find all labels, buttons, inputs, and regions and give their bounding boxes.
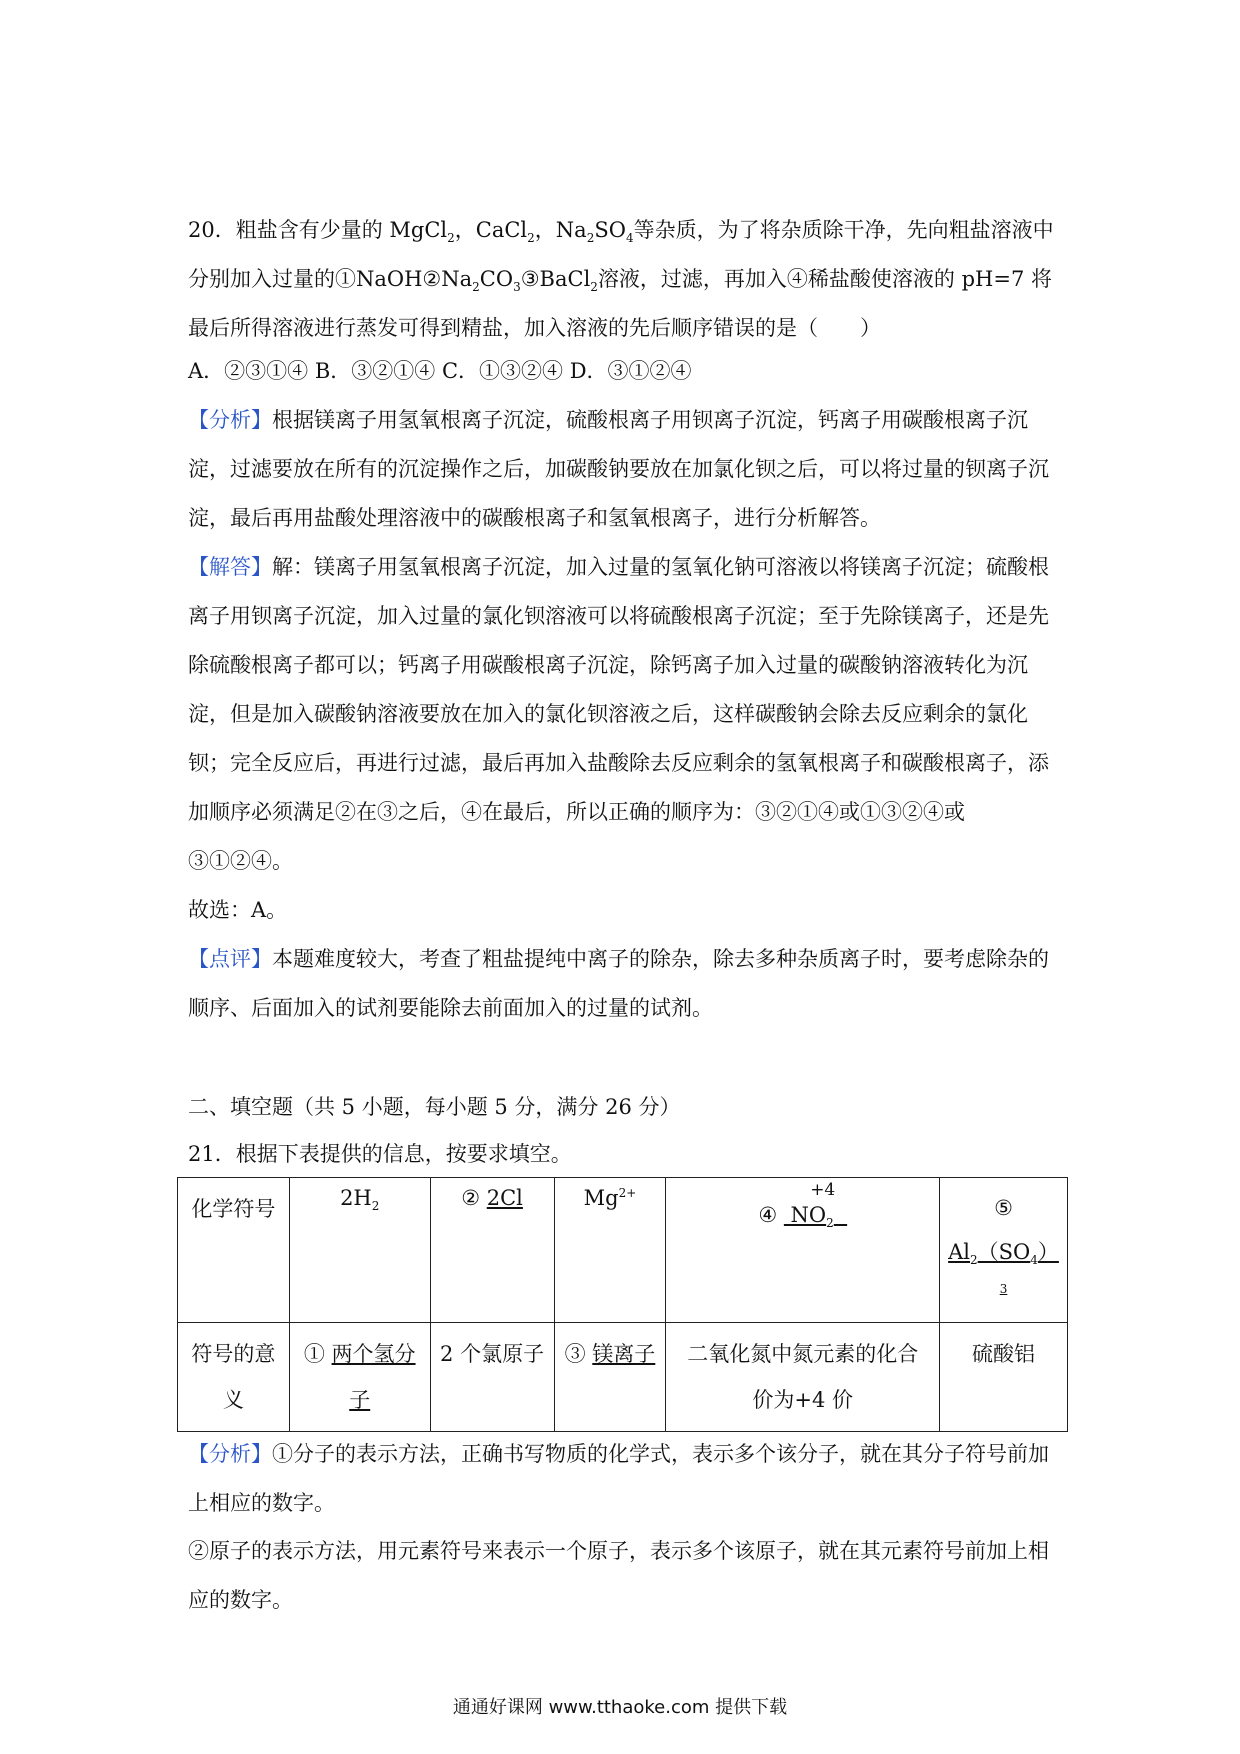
meaning-2: 2 个氯原子 xyxy=(430,1323,554,1432)
row-header-meaning: 符号的意义 xyxy=(178,1323,290,1432)
q20-answer: 【解答】解：镁离子用氢氧根离子沉淀，加入过量的氢氧化钠可溶液以将镁离子沉淀；硫酸根离子用钡离子沉淀，加入过量的氯化钡溶液可以将硫酸根离子沉淀；至于先除镁离子，还是先除硫酸根离子都可以；钙离子用碳酸根离子沉淀，除钙离子加入过量的碳酸钠溶液转化为沉淀，但是加入碳酸钠溶液要放在加入的氯化钡溶液之后，这样碳酸钠会除去反应剩余的氯化钡；完全反应后，再进行过滤，最后再加入盐酸除去反应剩余的氢氧根离子和碳酸根离子，添加顺序必须满足②在③之后，④在最后，所以正确的顺序为：③②①④或①③②④或③①②④。 xyxy=(188,555,1049,873)
meaning-5: 硫酸铝 xyxy=(940,1323,1068,1432)
meaning-4: 二氧化氮中氮元素的化合价为+4 价 xyxy=(666,1323,940,1432)
cell-al2so43: ⑤ $Al_2(SO_4)$ 3 xyxy=(940,1178,1068,1323)
q21-table xyxy=(177,1177,1068,1432)
review-tag: 【点评】 xyxy=(188,947,272,971)
analysis-tag: 【分析】 xyxy=(188,1442,272,1466)
q20-stem: 20．粗盐含有少量的 MgCl$_2$，CaCl$_2$，$Na_2SO_4$等杂质，为了将杂质除干净，先向粗盐溶液中分别加入过量的$①NaOH②Na_2CO_3③BaCl_2$溶液，过滤，再加入④稀盐酸使溶液的 pH=7 将最后所得溶液进行蒸发可得到精盐，加入溶液的先后顺序错误的是（ ） xyxy=(188,218,1054,340)
q20-choice: 故选：A。 xyxy=(188,898,288,922)
meaning-1: ① 两个氢分子 xyxy=(289,1323,430,1432)
cell-2h2: $2H_2$ xyxy=(289,1178,430,1323)
q21-analysis-1: 【分析】①分子的表示方法，正确书写物质的化学式，表示多个该分子，就在其分子符号前加上相应的数字。 xyxy=(188,1442,1049,1515)
table-row xyxy=(178,1323,1068,1432)
analysis-tag: 【分析】 xyxy=(188,408,272,432)
row-header-symbol: 化学符号 xyxy=(178,1178,290,1323)
table-row xyxy=(178,1178,1068,1323)
cell-no2: +4 ④ $NO_2$ xyxy=(666,1178,940,1323)
answer-tag: 【解答】 xyxy=(188,555,272,579)
page-footer: 通通好课网 www.tthaoke.com 提供下载 xyxy=(452,1697,788,1718)
valence-label: +4 xyxy=(810,1180,836,1200)
cell-2cl: ② 2Cl xyxy=(430,1178,554,1323)
section-heading: 二、填空题（共 5 小题，每小题 5 分，满分 26 分） xyxy=(188,1095,681,1119)
q20-review: 【点评】本题难度较大，考查了粗盐提纯中离子的除杂，除去多种杂质离子时，要考虑除杂的顺序、后面加入的试剂要能除去前面加入的过量的试剂。 xyxy=(188,947,1049,1020)
meaning-3: ③ 镁离子 xyxy=(554,1323,666,1432)
q20-options: A．②③①④ B．③②①④ C．①③②④ D．③①②④ xyxy=(188,359,692,383)
q21-stem: 21．根据下表提供的信息，按要求填空。 xyxy=(188,1142,572,1166)
q20-analysis: 【分析】根据镁离子用氢氧根离子沉淀，硫酸根离子用钡离子沉淀，钙离子用碳酸根离子沉淀，过滤要放在所有的沉淀操作之后，加碳酸钠要放在加氯化钡之后，可以将过量的钡离子沉淀，最后再用盐酸处理溶液中的碳酸根离子和氢氧根离子，进行分析解答。 xyxy=(188,408,1049,530)
q21-analysis-2: ②原子的表示方法，用元素符号来表示一个原子，表示多个该原子，就在其元素符号前加上相应的数字。 xyxy=(188,1539,1049,1612)
cell-mg: $Mg^{2+}$ xyxy=(554,1178,666,1323)
